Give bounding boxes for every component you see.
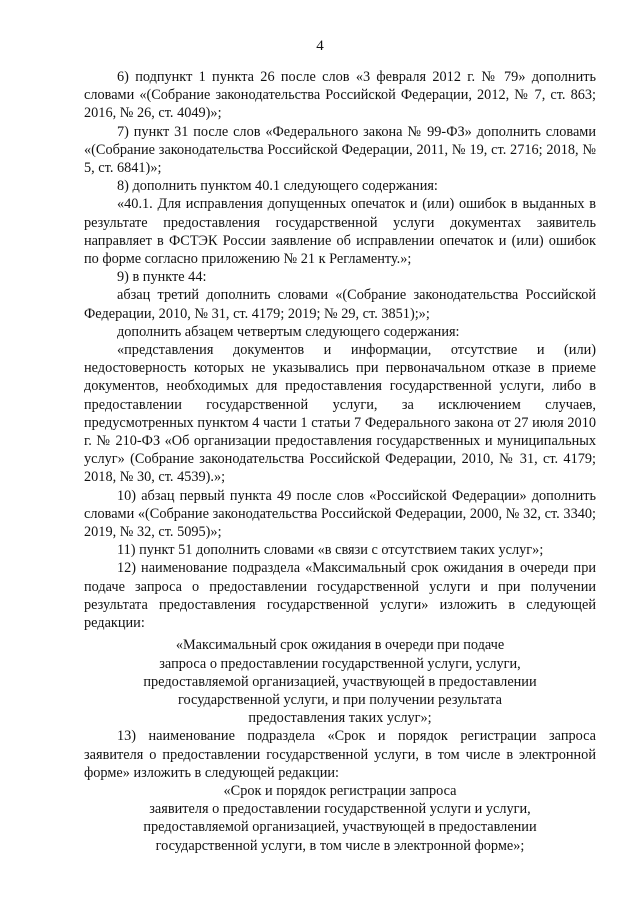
paragraph-item-7: 7) пункт 31 после слов «Федерального закона № 99-ФЗ» дополнить словами «(Собрание законодательства Российской Федерации, 2011, № 19, ст. 2716; 2018, № 5, ст. 6841)»; [84,123,596,177]
paragraph-44-third: абзац третий дополнить словами «(Собрание законодательства Российской Федерации, 2010, № 31, ст. 4179; 2019; № 29, ст. 3851);»; [84,287,596,322]
paragraph-40-1: «40.1. Для исправления допущенных опечаток и (или) ошибок в выданных в результате предоставления государственной услуги документах заявитель направляет в ФСТЭК России заявление об исправлении опечаток и (или) ошибок по форме согласно приложению № 21 к Регламенту.»; [84,196,596,268]
paragraph-item-9: 9) в пункте 44: [117,269,207,286]
heading-12-block [84,636,596,727]
paragraph-item-11: 11) пункт 51 дополнить словами «в связи с отсутствием таких услуг»; [117,542,544,559]
heading-12-line: «Максимальный срок ожидания в очереди при подаче [175,637,505,654]
heading-13-block [84,782,596,855]
paragraph-44-fourth-text: «представления документов и информации, отсутствие и (или) недостоверность которых не указывались при первоначальном отказе в приеме документов, необходимых для предоставления государственной услуги, либо в предоставлении государственной услуги, за исключением случаев, предусмотренных пунктом 4 части 1 статьи 7 Федерального закона от 27 июля 2010 г. № 210-ФЗ «Об организации предоставления государственных и муниципальных услуг» (Собрание законодательства Российской Федерации, 2010, № 31, ст. 4179; 2018, № 30, ст. 4539).»; [84,342,596,486]
heading-12-line: предоставления таких услуг»; [248,710,432,727]
paragraph-item-12: 12) наименование подраздела «Максимальный срок ожидания в очереди при подаче запроса о предоставлении государственной услуги и при получении результата предоставления государственной услуги» изложить в следующей редакции: [84,560,596,632]
page-number: 4 [316,38,324,54]
heading-13-line: заявителя о предоставлении государственной услуги и услуги, [149,801,531,818]
heading-13-line: «Срок и порядок регистрации запроса [223,782,457,799]
paragraph-item-13: 13) наименование подраздела «Срок и порядок регистрации запроса заявителя о предоставлении государственной услуги, в том числе в электронной форме» изложить в следующей редакции: [84,728,596,781]
heading-12-line: предоставляемой организацией, участвующей в предоставлении [143,673,537,690]
heading-12-line: запроса о предоставлении государственной услуги, услуги, [159,655,521,672]
paragraph-item-10: 10) абзац первый пункта 49 после слов «Российской Федерации» дополнить словами «(Собрание законодательства Российской Федерации, 2000, № 32, ст. 3340; 2019, № 32, ст. 5095)»; [84,487,596,541]
heading-12-line: государственной услуги, и при получении результата [178,691,502,708]
heading-13-line: предоставляемой организацией, участвующей в предоставлении [143,819,537,836]
paragraph-44-add-fourth: дополнить абзацем четвертым следующего содержания: [117,323,460,340]
document-body [84,68,596,855]
paragraph-item-8: 8) дополнить пунктом 40.1 следующего содержания: [117,178,438,195]
heading-13-line: государственной услуги, в том числе в электронной форме»; [155,837,525,854]
paragraph-item-6: 6) подпункт 1 пункта 26 после слов «3 февраля 2012 г. № 79» дополнить словами «(Собрание законодательства Российской Федерации, 2012, № 7, ст. 863; 2016, № 26, ст. 4049)»; [84,69,596,122]
